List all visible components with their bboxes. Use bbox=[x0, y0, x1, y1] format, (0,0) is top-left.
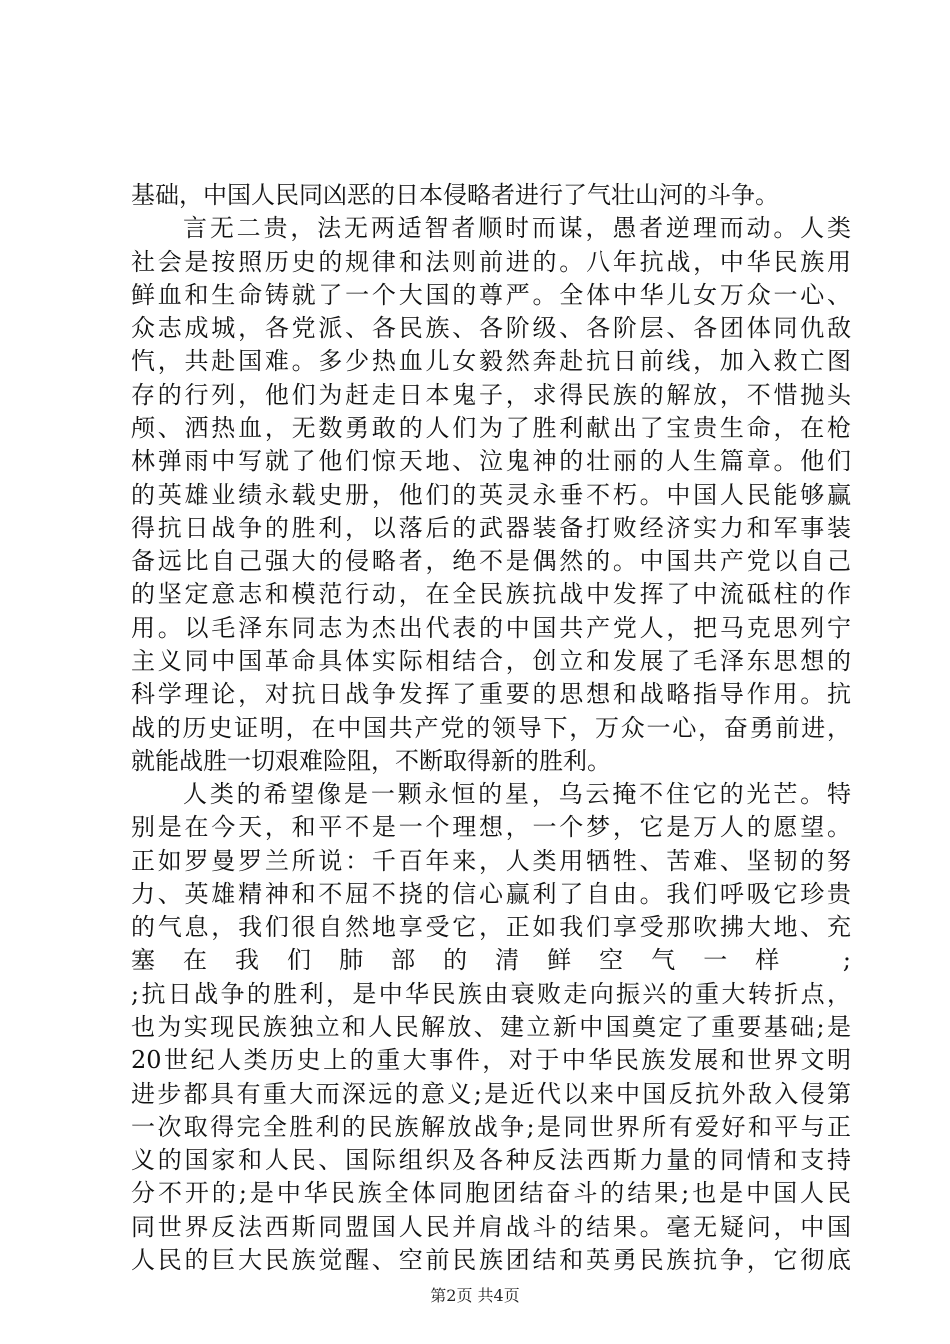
text-line: 鲜血和生命铸就了一个大国的尊严。全体中华儿女万众一心、 bbox=[131, 281, 851, 309]
text-line: 就能战胜一切艰难险阻，不断取得新的胜利。 bbox=[131, 747, 611, 775]
text-line: 同世界反法西斯同盟国人民并肩战斗的结果。毫无疑问，中国 bbox=[131, 1213, 851, 1241]
text-line: 社会是按照历史的规律和法则前进的。八年抗战，中华民族用 bbox=[131, 248, 851, 276]
text-line: 别是在今天，和平不是一个理想，一个梦，它是万人的愿望。 bbox=[131, 813, 851, 841]
text-line: 的英雄业绩永载史册，他们的英灵永垂不朽。中国人民能够赢 bbox=[131, 481, 851, 509]
text-line: 忾，共赴国难。多少热血儿女毅然奔赴抗日前线，加入救亡图 bbox=[131, 347, 851, 375]
text-line: 基础，中国人民同凶恶的日本侵略者进行了气壮山河的斗争。 bbox=[131, 181, 779, 209]
text-line: 众志成城，各党派、各民族、各阶级、各阶层、各团体同仇敌 bbox=[131, 314, 851, 342]
text-line: 力、英雄精神和不屈不挠的信心赢利了自由。我们呼吸它珍贵 bbox=[131, 880, 851, 908]
text-line: 人民的巨大民族觉醒、空前民族团结和英勇民族抗争，它彻底 bbox=[131, 1246, 851, 1274]
text-line: 也为实现民族独立和人民解放、建立新中国奠定了重要基础;是 bbox=[131, 1013, 851, 1041]
text-line: 得抗日战争的胜利，以落后的武器装备打败经济实力和军事装 bbox=[131, 514, 851, 542]
text-line: 备远比自己强大的侵略者，绝不是偶然的。中国共产党以自己 bbox=[131, 547, 851, 575]
text-line: 塞在我们肺部的清鲜空气一样 ; bbox=[131, 946, 851, 974]
text-line: 一次取得完全胜利的民族解放战争;是同世界所有爱好和平与正 bbox=[131, 1113, 851, 1141]
text-line: ;抗日战争的胜利，是中华民族由衰败走向振兴的重大转折点， bbox=[131, 980, 851, 1008]
text-line: 用。以毛泽东同志为杰出代表的中国共产党人，把马克思列宁 bbox=[131, 614, 851, 642]
text-line: 的气息，我们很自然地享受它，正如我们享受那吹拂大地、充 bbox=[131, 913, 851, 941]
text-line: 的坚定意志和模范行动，在全民族抗战中发挥了中流砥柱的作 bbox=[131, 580, 851, 608]
paragraph-start-line: 人类的希望像是一颗永恒的星，乌云掩不住它的光芒。特 bbox=[183, 780, 851, 808]
text-line: 科学理论，对抗日战争发挥了重要的思想和战略指导作用。抗 bbox=[131, 680, 851, 708]
text-line: 正如罗曼罗兰所说：千百年来，人类用牺牲、苦难、坚韧的努 bbox=[131, 847, 851, 875]
text-line: 颅、洒热血，无数勇敢的人们为了胜利献出了宝贵生命，在枪 bbox=[131, 414, 851, 442]
text-line: 主义同中国革命具体实际相结合，创立和发展了毛泽东思想的 bbox=[131, 647, 851, 675]
text-line: 战的历史证明，在中国共产党的领导下，万众一心，奋勇前进， bbox=[131, 714, 851, 742]
text-line: 林弹雨中写就了他们惊天地、泣鬼神的壮丽的人生篇章。他们 bbox=[131, 447, 851, 475]
text-line: 分不开的;是中华民族全体同胞团结奋斗的结果;也是中国人民 bbox=[131, 1179, 851, 1207]
page-number-footer: 第2页 共4页 bbox=[430, 1286, 520, 1305]
text-line: 20世纪人类历史上的重大事件，对于中华民族发展和世界文明 bbox=[131, 1046, 851, 1074]
paragraph-start-line: 言无二贵，法无两适智者顺时而谋，愚者逆理而动。人类 bbox=[183, 214, 851, 242]
text-line: 存的行列，他们为赶走日本鬼子，求得民族的解放，不惜抛头 bbox=[131, 381, 851, 409]
text-line: 进步都具有重大而深远的意义;是近代以来中国反抗外敌入侵第 bbox=[131, 1080, 851, 1108]
text-line: 义的国家和人民、国际组织及各种反法西斯力量的同情和支持 bbox=[131, 1146, 851, 1174]
